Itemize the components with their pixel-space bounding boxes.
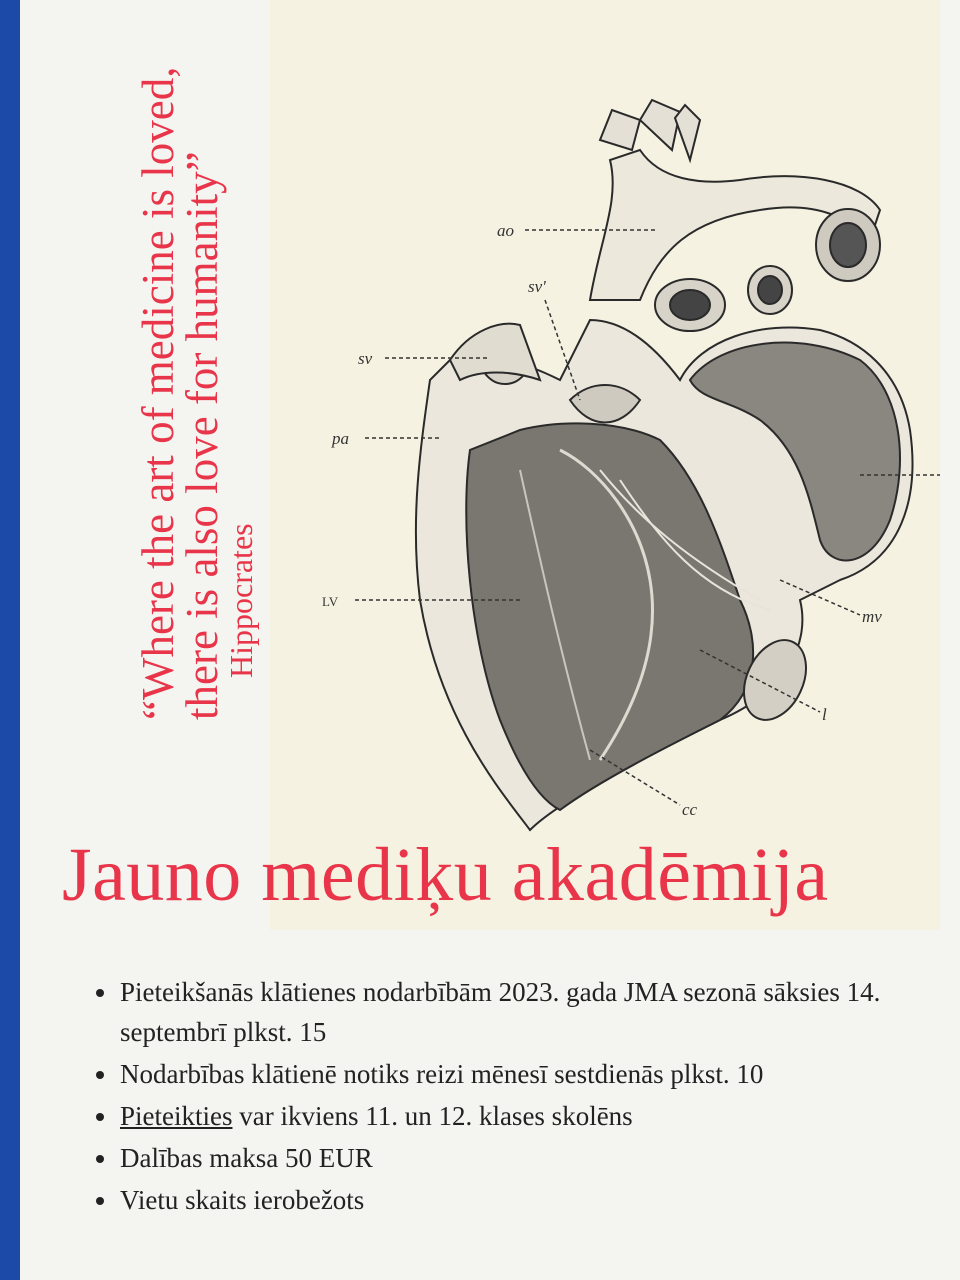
list-item <box>96 972 896 1052</box>
apply-link[interactable]: Pieteikties <box>120 1101 233 1131</box>
heart-label-ao: ao <box>497 221 514 240</box>
side-accent-bar <box>0 0 20 1280</box>
heart-label-l: l <box>822 705 827 724</box>
anatomical-heart-illustration <box>300 90 960 850</box>
list-item <box>96 1054 896 1094</box>
heart-label-sv: sv <box>358 349 373 368</box>
quote-author: Hippocrates <box>223 523 259 678</box>
list-item <box>96 1180 896 1220</box>
quote-text: “Where the art of medicine is loved, there is also love for humanity” <box>133 66 227 720</box>
heart-label-mv: mv <box>862 607 882 626</box>
list-item <box>96 1096 896 1136</box>
quote-block <box>130 0 330 720</box>
heart-label-pa: pa <box>332 429 349 448</box>
heart-label-sv-prime: sv' <box>528 277 546 296</box>
heart-label-lv: LV <box>322 594 339 609</box>
list-item-text: Pieteikšanās klātienes nodarbībām 2023. gada JMA sezonā sāksies 14. septembrī plkst. 15 <box>120 977 881 1047</box>
list-item-text: Nodarbības klātienē notiks reizi mēnesī sestdienās plkst. 10 <box>120 1059 764 1089</box>
heart-label-cc: cc <box>682 800 698 819</box>
page-title: Jauno mediķu akadēmija <box>62 833 829 917</box>
list-item-text: Vietu skaits ierobežots <box>120 1185 365 1215</box>
list-item <box>96 1138 896 1178</box>
list-item-text: var ikviens 11. un 12. klases skolēns <box>232 1101 633 1131</box>
info-list <box>96 972 896 1222</box>
list-item-text: Dalības maksa 50 EUR <box>120 1143 373 1173</box>
